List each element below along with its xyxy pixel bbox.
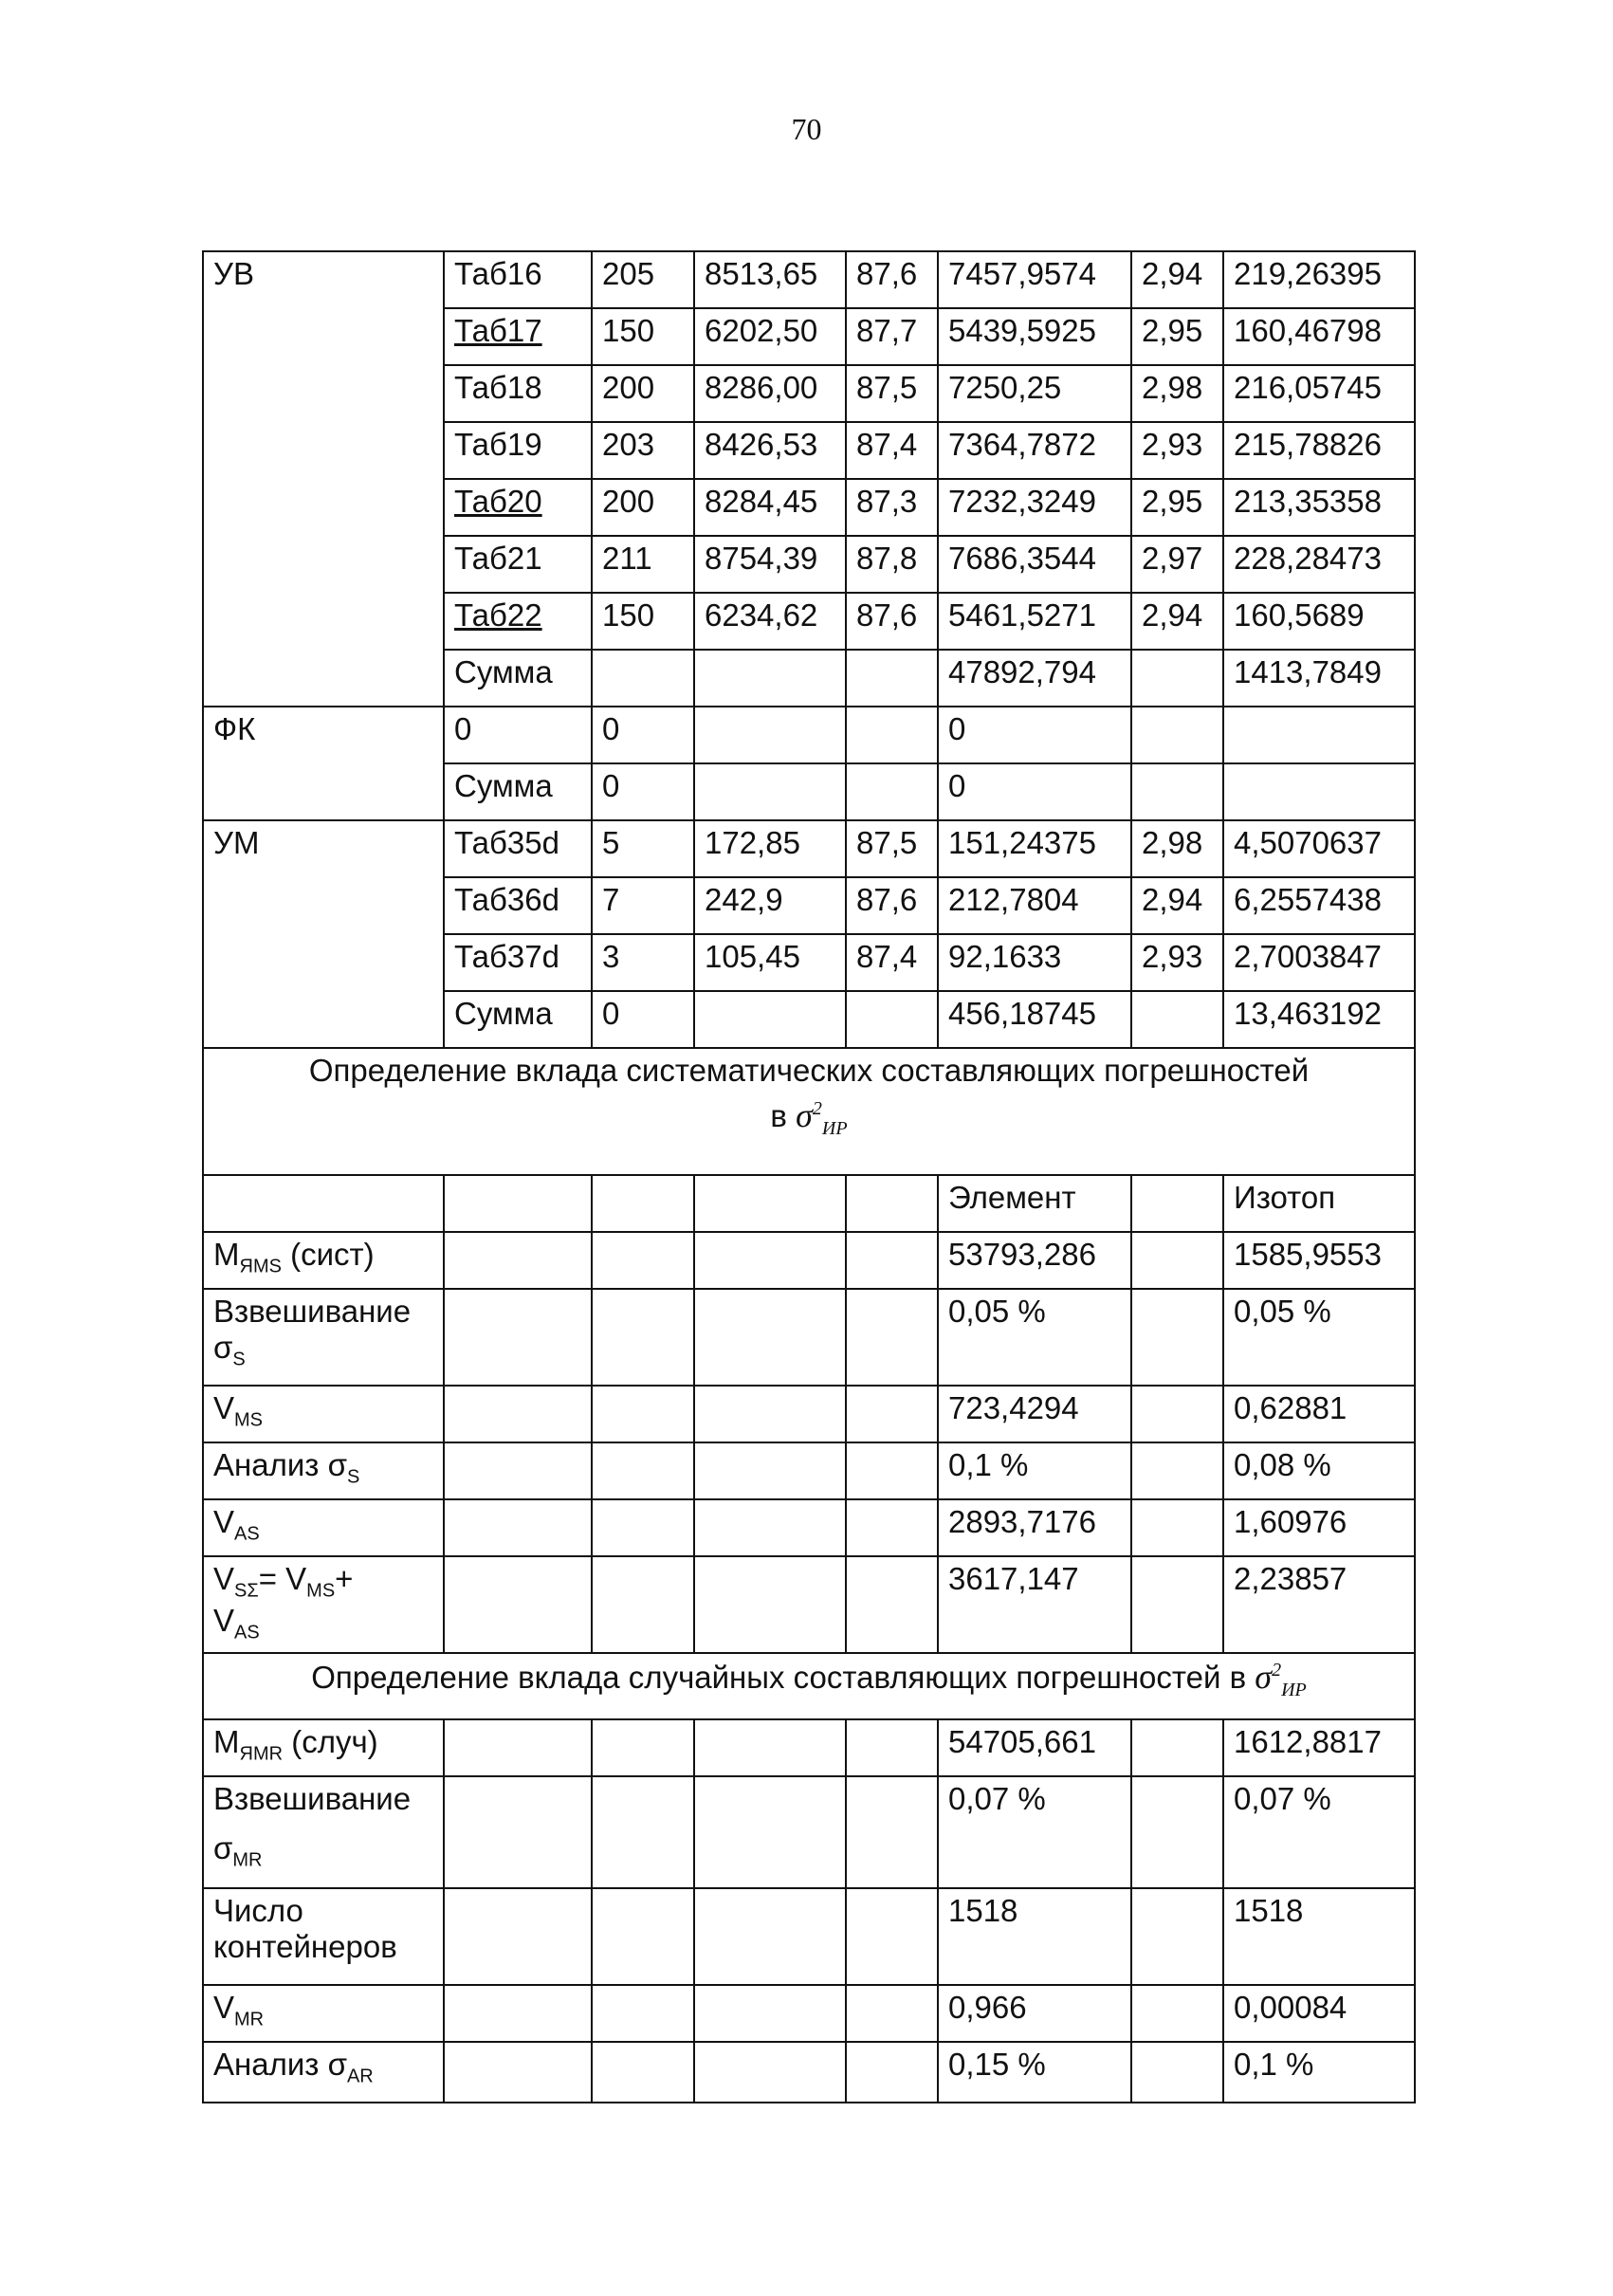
cell-c1 <box>592 650 694 707</box>
systematic-heading: Определение вклада систематических составляющих погрешностей в $\sigma^2_{ИР}$ <box>203 1048 1415 1175</box>
analysis-s-element: 0,1 % <box>938 1442 1131 1499</box>
vsum-row <box>203 1556 1415 1653</box>
fk-group <box>203 707 1415 820</box>
table-row <box>203 707 1415 763</box>
analysis-s-isotope: 0,08 % <box>1223 1442 1415 1499</box>
weighing-mr-element: 0,07 % <box>938 1776 1131 1888</box>
cell-c6: 160,5689 <box>1223 593 1415 650</box>
analysis-ar-label: Анализ $\sigma_{AR}$ <box>203 2042 444 2103</box>
cell-c6: 213,35358 <box>1223 479 1415 536</box>
mrms-isotope: 1585,9553 <box>1223 1232 1415 1289</box>
container-count-isotope: 1518 <box>1223 1888 1415 1985</box>
cell-c2: 8284,45 <box>694 479 846 536</box>
vmr-element: 0,966 <box>938 1985 1131 2042</box>
cell-c3: 87,4 <box>846 934 938 991</box>
group-label: ФК <box>203 707 444 763</box>
cell-c2: 105,45 <box>694 934 846 991</box>
table-row <box>203 422 1415 479</box>
cell-c4: 92,1633 <box>938 934 1131 991</box>
vas-row <box>203 1499 1415 1556</box>
row-label: Таб18 <box>444 365 592 422</box>
row-label: Таб20 <box>444 479 592 536</box>
mrmr-row <box>203 1719 1415 1776</box>
cell-c6: 160,46798 <box>1223 308 1415 365</box>
column-isotope: Изотоп <box>1223 1175 1415 1232</box>
cell-c1: 200 <box>592 365 694 422</box>
cell-c2: 172,85 <box>694 820 846 877</box>
row-label: 0 <box>444 707 592 763</box>
analysis-ar-row <box>203 2042 1415 2103</box>
cell-c1: 0 <box>592 707 694 763</box>
systematic-columns-row <box>203 1175 1415 1232</box>
cell-c4: 5439,5925 <box>938 308 1131 365</box>
cell-c1: 205 <box>592 251 694 308</box>
row-label: Таб16 <box>444 251 592 308</box>
uv-group <box>203 251 1415 707</box>
vsum-label: $V_{S\Sigma}= V_{MS}+$ $V_{AS}$ <box>203 1556 444 1653</box>
row-label: Таб22 <box>444 593 592 650</box>
vmr-isotope: 0,00084 <box>1223 1985 1415 2042</box>
cell-c5: 2,98 <box>1131 820 1223 877</box>
cell-c4: 47892,794 <box>938 650 1131 707</box>
table-row <box>203 365 1415 422</box>
cell-c3: 87,5 <box>846 820 938 877</box>
cell-c3: 87,7 <box>846 308 938 365</box>
page-number: 70 <box>791 112 822 146</box>
cell-c6: 216,05745 <box>1223 365 1415 422</box>
mrmr-element: 54705,661 <box>938 1719 1131 1776</box>
cell-c1: 7 <box>592 877 694 934</box>
cell-c5: 2,94 <box>1131 593 1223 650</box>
random-section <box>203 1653 1415 2103</box>
weighing-mr-label: Взвешивание $\sigma_{MR}$ <box>203 1776 444 1888</box>
sum-row <box>203 763 1415 820</box>
row-label: Таб19 <box>444 422 592 479</box>
cell-c2: 8426,53 <box>694 422 846 479</box>
cell-c3: 87,5 <box>846 365 938 422</box>
row-label: Таб35d <box>444 820 592 877</box>
vas-label: $V_{AS}$ <box>203 1499 444 1556</box>
sigma-ir-symbol: $\sigma^2_{ИР}$ <box>1255 1658 1307 1701</box>
cell-c6: 4,5070637 <box>1223 820 1415 877</box>
cell-c4: 7686,3544 <box>938 536 1131 593</box>
cell-c5: 2,95 <box>1131 479 1223 536</box>
analysis-s-label: Анализ $\sigma_S$ <box>203 1442 444 1499</box>
row-label: Таб17 <box>444 308 592 365</box>
table-row <box>203 593 1415 650</box>
cell-c5: 2,93 <box>1131 934 1223 991</box>
table-row <box>203 877 1415 934</box>
group-label: УМ <box>203 820 444 877</box>
cell-c4: 7250,25 <box>938 365 1131 422</box>
cell-c1: 150 <box>592 308 694 365</box>
cell-c6: 219,26395 <box>1223 251 1415 308</box>
weighing-s-element: 0,05 % <box>938 1289 1131 1386</box>
cell-c3: 87,4 <box>846 422 938 479</box>
analysis-ar-isotope: 0,1 % <box>1223 2042 1415 2103</box>
cell-c4: 212,7804 <box>938 877 1131 934</box>
vms-row <box>203 1386 1415 1442</box>
cell-c3: 87,3 <box>846 479 938 536</box>
container-count-element: 1518 <box>938 1888 1131 1985</box>
cell-c6: 228,28473 <box>1223 536 1415 593</box>
cell-c4: 5461,5271 <box>938 593 1131 650</box>
cell-c4: 7232,3249 <box>938 479 1131 536</box>
cell-c5: 2,94 <box>1131 251 1223 308</box>
cell-c5: 2,94 <box>1131 877 1223 934</box>
analysis-s-row <box>203 1442 1415 1499</box>
group-label: УВ <box>203 251 444 308</box>
row-label: Таб36d <box>444 877 592 934</box>
cell-c1: 0 <box>592 991 694 1048</box>
container-count-label: Число контейнеров <box>203 1888 444 1985</box>
analysis-ar-element: 0,15 % <box>938 2042 1131 2103</box>
cell-c6: 1413,7849 <box>1223 650 1415 707</box>
vsum-element: 3617,147 <box>938 1556 1131 1653</box>
row-label: Таб37d <box>444 934 592 991</box>
cell-c1: 203 <box>592 422 694 479</box>
cell-c2: 242,9 <box>694 877 846 934</box>
cell-c4: 456,18745 <box>938 991 1131 1048</box>
sigma-ir-symbol: $\sigma^2_{ИР}$ <box>796 1096 848 1140</box>
sum-row <box>203 991 1415 1048</box>
vsum-isotope: 2,23857 <box>1223 1556 1415 1653</box>
cell-c1: 200 <box>592 479 694 536</box>
cell-c3: 87,6 <box>846 593 938 650</box>
systematic-heading-row <box>203 1048 1415 1175</box>
cell-c6: 2,7003847 <box>1223 934 1415 991</box>
container-count-row <box>203 1888 1415 1985</box>
table-row <box>203 536 1415 593</box>
um-group <box>203 820 1415 1048</box>
cell-c4: 7457,9574 <box>938 251 1131 308</box>
vmr-row <box>203 1985 1415 2042</box>
vas-isotope: 1,60976 <box>1223 1499 1415 1556</box>
table-row <box>203 934 1415 991</box>
cell-c3: 87,6 <box>846 877 938 934</box>
row-label: Сумма <box>444 650 592 707</box>
cell-c6: 215,78826 <box>1223 422 1415 479</box>
vas-element: 2893,7176 <box>938 1499 1131 1556</box>
cell-c6: 6,2557438 <box>1223 877 1415 934</box>
sum-row <box>203 650 1415 707</box>
mrmr-label: $M_{ЯMR}$ (случ) <box>203 1719 444 1776</box>
cell-c4: 7364,7872 <box>938 422 1131 479</box>
cell-c2: 8754,39 <box>694 536 846 593</box>
vms-isotope: 0,62881 <box>1223 1386 1415 1442</box>
cell-c1: 0 <box>592 763 694 820</box>
cell-c4: 151,24375 <box>938 820 1131 877</box>
mrms-label: $M_{ЯMS}$ (сист) <box>203 1232 444 1289</box>
cell-c4: 0 <box>938 707 1131 763</box>
row-label: Сумма <box>444 763 592 820</box>
vms-element: 723,4294 <box>938 1386 1131 1442</box>
table-row <box>203 251 1415 308</box>
random-heading: Определение вклада случайных составляющих погрешностей в $\sigma^2_{ИР}$ <box>203 1653 1415 1719</box>
table-row <box>203 820 1415 877</box>
results-table <box>202 250 1416 2103</box>
cell-c2: 6234,62 <box>694 593 846 650</box>
weighing-mr-isotope: 0,07 % <box>1223 1776 1415 1888</box>
systematic-section <box>203 1048 1415 1653</box>
random-heading-row <box>203 1653 1415 1719</box>
cell-c1: 3 <box>592 934 694 991</box>
cell-c2: 6202,50 <box>694 308 846 365</box>
cell-c3: 87,6 <box>846 251 938 308</box>
mrms-row <box>203 1232 1415 1289</box>
mrmr-isotope: 1612,8817 <box>1223 1719 1415 1776</box>
cell-c1: 211 <box>592 536 694 593</box>
table-row <box>203 479 1415 536</box>
cell-c5: 2,95 <box>1131 308 1223 365</box>
cell-c2: 8513,65 <box>694 251 846 308</box>
cell-c1: 150 <box>592 593 694 650</box>
table-row <box>203 308 1415 365</box>
cell-c5: 2,97 <box>1131 536 1223 593</box>
weighing-s-label: Взвешивание $\sigma_S$ <box>203 1289 444 1386</box>
weighing-mr-row <box>203 1776 1415 1888</box>
column-element: Элемент <box>938 1175 1131 1232</box>
cell-c5: 2,98 <box>1131 365 1223 422</box>
row-label: Таб21 <box>444 536 592 593</box>
cell-c6: 13,463192 <box>1223 991 1415 1048</box>
vms-label: $V_{MS}$ <box>203 1386 444 1442</box>
cell-c3: 87,8 <box>846 536 938 593</box>
vmr-label: $V_{MR}$ <box>203 1985 444 2042</box>
weighing-s-row <box>203 1289 1415 1386</box>
cell-c4: 0 <box>938 763 1131 820</box>
cell-c1: 5 <box>592 820 694 877</box>
weighing-s-isotope: 0,05 % <box>1223 1289 1415 1386</box>
cell-c5: 2,93 <box>1131 422 1223 479</box>
cell-c2: 8286,00 <box>694 365 846 422</box>
mrms-element: 53793,286 <box>938 1232 1131 1289</box>
row-label: Сумма <box>444 991 592 1048</box>
